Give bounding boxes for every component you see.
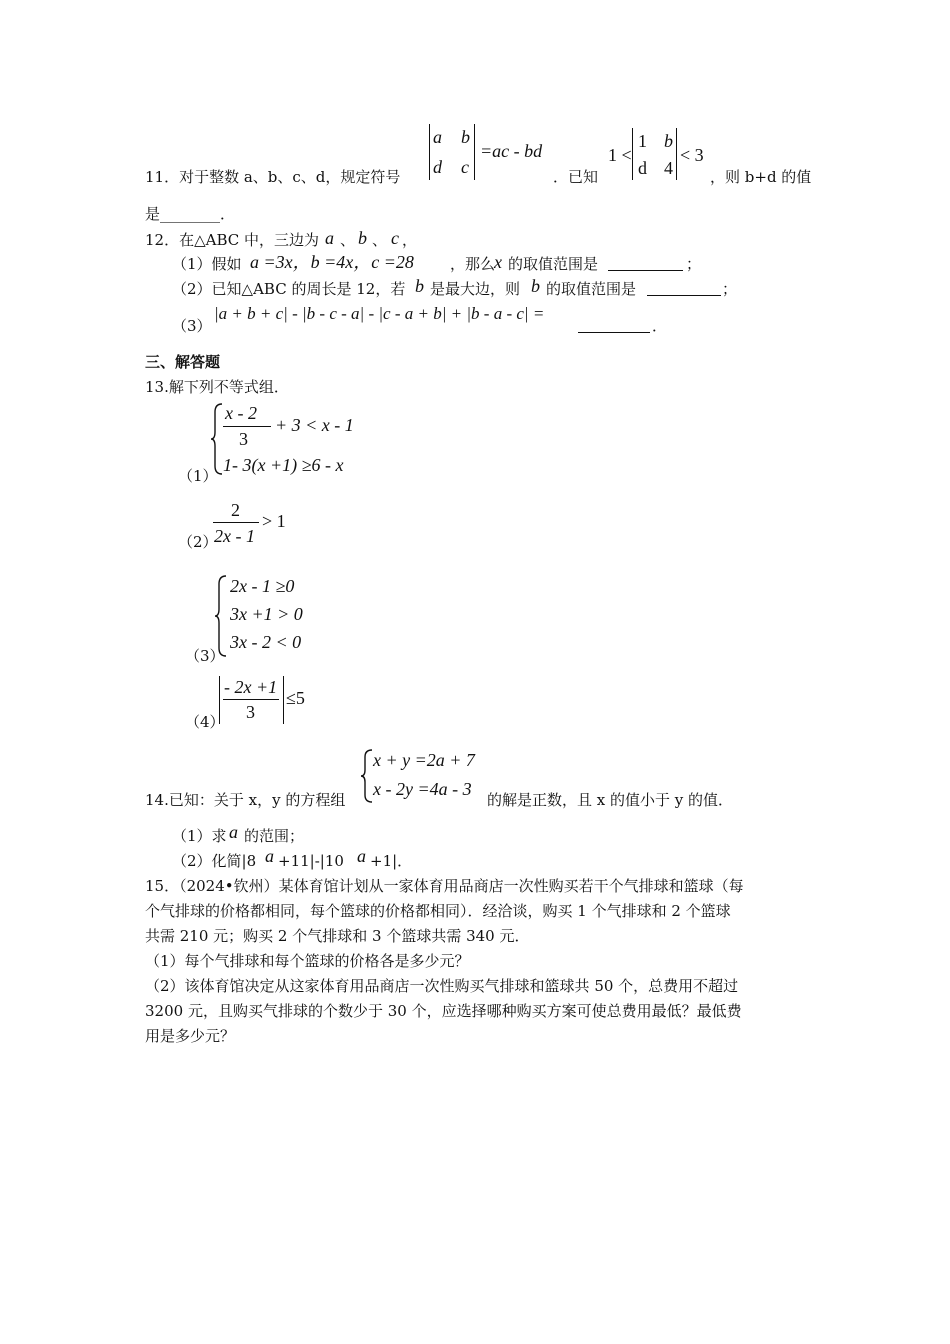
q12-p2-mid: 是最大边，则	[430, 280, 521, 298]
q14-sys-1: x + y =2a + 7	[373, 750, 475, 770]
q13-p2-label: （2）	[178, 533, 218, 551]
q14-p2-var2: a	[357, 846, 366, 866]
q11-text-a: 11．对于整数 a、b、c、d，规定符号	[145, 168, 401, 186]
q12-p1-pre: （1）假如	[172, 255, 242, 273]
q14-p1-pre: （1）求	[172, 827, 227, 845]
q12-p3-expr: |a + b + c| - |b - c - a| - |c - a + b| + |b - a - c| =	[214, 304, 545, 323]
q13-p4-label: （4）	[185, 713, 225, 731]
det-def-a: a	[433, 127, 442, 147]
det-def-c: c	[461, 157, 469, 177]
q13-p1-rest: + 3 < x - 1	[275, 415, 354, 435]
q14-brace	[360, 748, 374, 804]
q14-stem-post: 的解是正数，且 x 的值小于 y 的值．	[487, 791, 734, 809]
q13-p2-rest: > 1	[262, 511, 286, 531]
q15-line-5: （2）该体育馆决定从这家体育用品商店一次性购买气排球和篮球共 50 个，总费用不超过	[145, 977, 739, 995]
q14-p2-var1: a	[265, 846, 274, 866]
q13-p1-den: 3	[239, 429, 248, 449]
q12-p1-var: x	[494, 252, 502, 272]
q11-text-c: ，则 b+d 的值	[710, 168, 812, 186]
section-title: 三、解答题	[145, 353, 221, 371]
q13-p2-frac-bar	[213, 522, 259, 523]
q13-p4-abs-right	[283, 676, 284, 724]
q11-ineq-right: < 3	[680, 145, 704, 165]
q13-p2-den: 2x - 1	[214, 526, 255, 546]
q13-p1-frac-bar	[223, 426, 271, 427]
det-given-1: 1	[638, 131, 647, 151]
q12-sep-1: 、	[340, 231, 356, 249]
det-def-rhs: =ac - bd	[480, 141, 543, 161]
q12-p3-blank[interactable]	[578, 318, 650, 333]
q13-p4-rest: ≤5	[286, 688, 305, 708]
q13-p4-abs-left	[219, 676, 220, 724]
q14-p1-var: a	[229, 822, 238, 842]
q12-p2-pre: （2）已知△ABC 的周长是 12，若	[172, 280, 406, 298]
q12-p1-blank[interactable]	[608, 256, 683, 271]
q15-line-1: 15．（2024•钦州）某体育馆计划从一家体育用品商店一次性购买若干个气排球和篮球（每	[145, 877, 744, 895]
q12-p2-var: b	[415, 276, 424, 296]
q12-p1-tail: 的取值范围是	[508, 255, 599, 273]
q15-line-2: 个气排球的价格都相同，每个篮球的价格都相同）．经洽谈，购买 1 个气排球和 2 个篮球	[145, 902, 731, 920]
det-given-b: b	[664, 131, 673, 151]
q12-p1-post: ，那么	[450, 255, 496, 273]
q12-p3-pre: （3）	[172, 317, 212, 335]
q14-sys-2: x - 2y =4a - 3	[373, 779, 472, 799]
q11-text-b: ．已知	[553, 168, 599, 186]
q12-p2-var-2: b	[531, 276, 540, 296]
q13-p2-num: 2	[231, 500, 240, 520]
q13-stem: 13.解下列不等式组．	[145, 378, 289, 396]
q12-p1-end: ；	[686, 255, 702, 273]
q13-p3-brace	[214, 574, 228, 658]
q13-p3-label: （3）	[185, 647, 225, 665]
q12-p2-tail: 的取值范围是	[546, 280, 637, 298]
q14-p2-pre: （2）化简|8	[172, 852, 257, 870]
q12-p2-end: ；	[722, 280, 738, 298]
q15-line-4: （1）每个气排球和每个篮球的价格各是多少元？	[145, 952, 470, 970]
q12-p1-eq: a =3x，b =4x，c =28	[250, 252, 414, 272]
q15-line-6: 3200 元，且购买气排球的个数少于 30 个，应选择哪种购买方案可使总费用最低？最低费	[145, 1002, 742, 1020]
q15-line-3: 共需 210 元；购买 2 个气排球和 3 个篮球共需 340 元．	[145, 927, 530, 945]
det-given-bar-left	[632, 128, 633, 180]
q13-p1-label: （1）	[178, 467, 218, 485]
q14-p2-mid: +11|-|10	[278, 852, 344, 870]
det-def-d: d	[433, 157, 442, 177]
q12-sep-2: 、	[372, 231, 388, 249]
q13-p4-num: - 2x +1	[224, 677, 278, 697]
q13-p1-line2: 1- 3(x +1) ≥6 - x	[223, 455, 344, 475]
q12-end: ，	[402, 231, 418, 249]
q13-p1-brace	[210, 402, 224, 476]
det-given-bar-right	[676, 128, 677, 180]
q13-p3-line-3: 3x - 2 < 0	[230, 632, 302, 652]
q13-p1-num: x - 2	[225, 403, 257, 423]
q12-var-b: b	[358, 228, 367, 248]
q13-p4-den: 3	[246, 702, 255, 722]
q14-stem-pre: 14.已知：关于 x，y 的方程组	[145, 791, 346, 809]
q13-p3-line-1: 2x - 1 ≥0	[230, 576, 295, 596]
q13-p4-frac-bar	[223, 699, 279, 700]
q15-line-7: 用是多少元？	[145, 1027, 236, 1045]
q14-p2-post: +1|．	[370, 852, 413, 870]
q12-p2-blank[interactable]	[647, 281, 721, 296]
q14-p1-post: 的范围；	[244, 827, 305, 845]
q12-p3-end: ．	[652, 317, 668, 335]
det-given-4: 4	[664, 158, 673, 178]
q13-p3-line-2: 3x +1 > 0	[230, 604, 303, 624]
det-bar-left	[429, 124, 430, 180]
det-bar-right	[474, 124, 475, 180]
q11-text-d: 是________．	[145, 205, 236, 223]
q12-var-a: a	[325, 228, 334, 248]
det-given-d: d	[638, 158, 647, 178]
q11-ineq-left: 1 <	[608, 145, 632, 165]
q12-stem: 12．在△ABC 中，三边为	[145, 231, 320, 249]
q12-var-c: c	[391, 228, 399, 248]
det-def-b: b	[461, 127, 470, 147]
